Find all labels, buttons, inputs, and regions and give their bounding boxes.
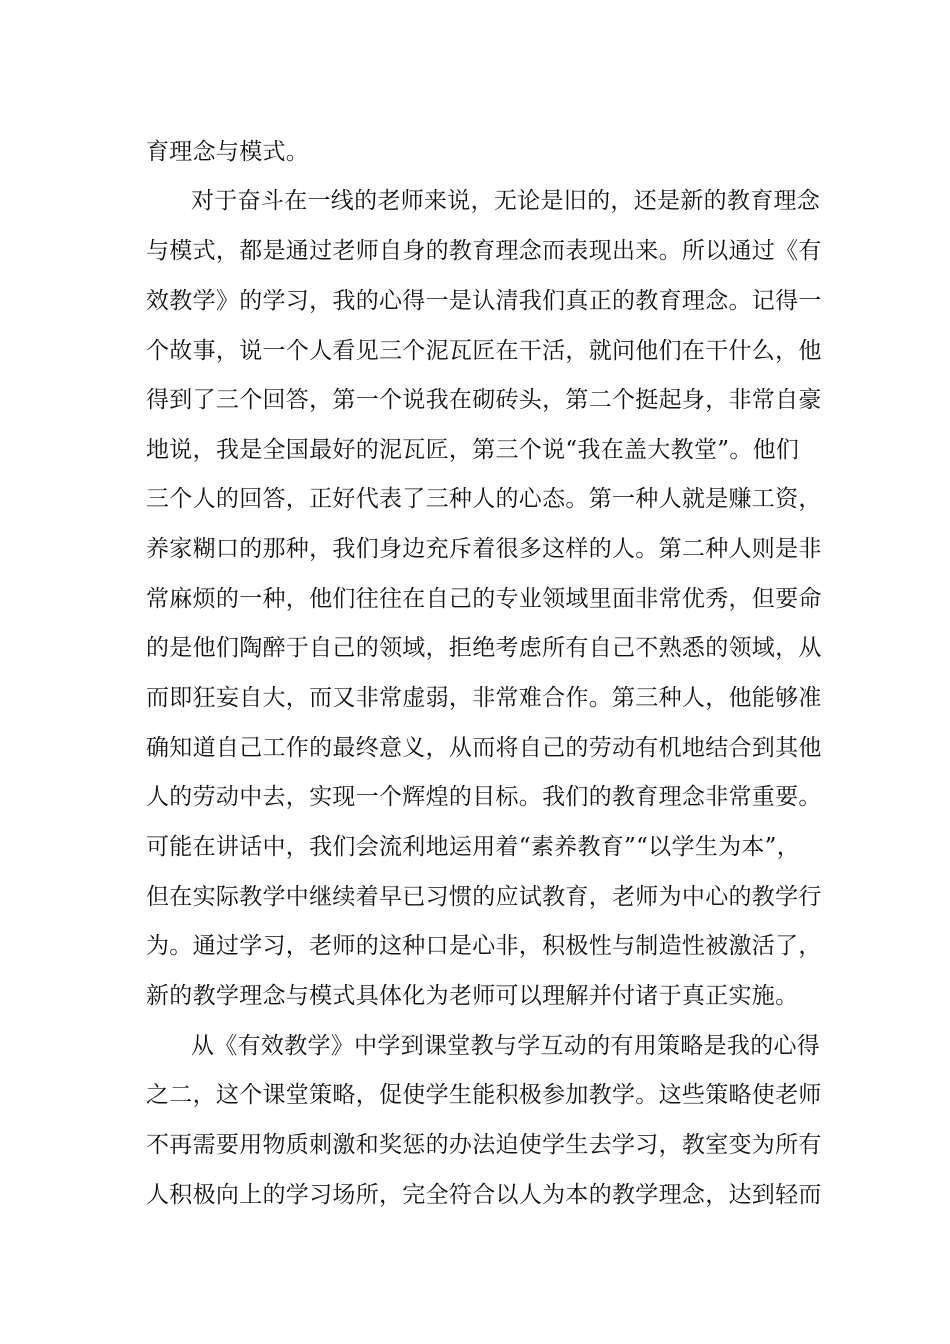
text-line: 与模式，都是通过老师自身的教育理念而表现出来。所以通过《有 (146, 238, 822, 264)
text-line: 得到了三个回答，第一个说我在砌砖头，第二个挺起身，非常自豪 (146, 387, 822, 413)
text-line: 常麻烦的一种，他们往往在自己的专业领域里面非常优秀，但要命 (146, 586, 822, 612)
text-line: 之二，这个课堂策略，促使学生能积极参加教学。这些策略使老师 (146, 1082, 822, 1108)
paragraph-first-line: 从《有效教学》中学到课堂教与学互动的有用策略是我的心得 (191, 1033, 821, 1059)
text-line: 为。通过学习，老师的这种口是心非，积极性与制造性被激活了， (146, 933, 822, 959)
text-line: 人的劳动中去，实现一个辉煌的目标。我们的教育理念非常重要。 (146, 784, 822, 810)
text-line: 效教学》的学习，我的心得一是认清我们真正的教育理念。记得一 (146, 288, 822, 314)
text-line: 人积极向上的学习场所，完全符合以人为本的教学理念，达到轻而 (146, 1182, 822, 1208)
text-line: 新的教学理念与模式具体化为老师可以理解并付诸于真正实施。 (146, 983, 799, 1009)
text-line: 养家糊口的那种，我们身边充斥着很多这样的人。第二种人则是非 (146, 536, 822, 562)
text-line: 而即狂妄自大，而又非常虚弱，非常难合作。第三种人，他能够准 (146, 685, 822, 711)
text-line: 可能在讲话中，我们会流利地运用着“素养教育”“以学生为本”， (146, 834, 801, 860)
paragraph-first-line: 对于奋斗在一线的老师来说，无论是旧的，还是新的教育理念 (191, 188, 821, 214)
text-line: 确知道自己工作的最终意义，从而将自己的劳动有机地结合到其他 (146, 735, 822, 761)
text-line: 育理念与模式。 (146, 139, 310, 165)
text-line: 的是他们陶醉于自己的领域，拒绝考虑所有自己不熟悉的领域，从 (146, 635, 822, 661)
text-line: 但在实际教学中继续着早已习惯的应试教育，老师为中心的教学行 (146, 884, 822, 910)
text-line: 三个人的回答，正好代表了三种人的心态。第一种人就是赚工资， (146, 486, 822, 512)
text-line: 个故事，说一个人看见三个泥瓦匠在干活，就问他们在干什么，他 (146, 338, 822, 364)
text-line: 不再需要用物质刺激和奖惩的办法迫使学生去学习，教室变为所有 (146, 1132, 822, 1158)
text-line: 地说，我是全国最好的泥瓦匠，第三个说“我在盖大教堂”。他们 (146, 437, 800, 463)
